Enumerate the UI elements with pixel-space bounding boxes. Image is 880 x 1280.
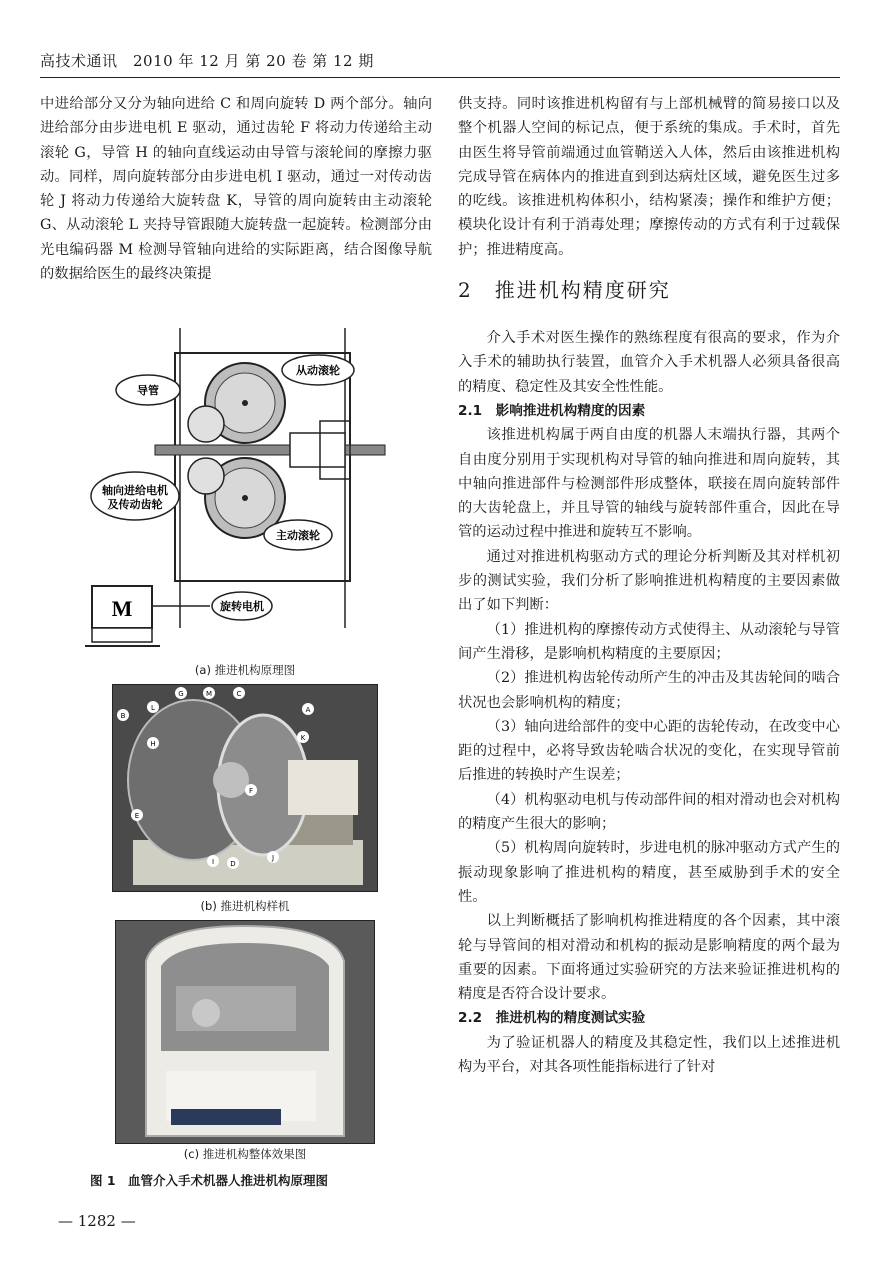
left-paragraph: 中进给部分又分为轴向进给 C 和周向旋转 D 两个部分。轴向进给部分由步进电机 E 驱动，通过齿轮 F 将动力传递给主动滚轮 G，导管 H 的轴向直线运动由导管与滚轮间的摩擦力驱动。同样，周向旋转部分由步进电机 I 驱动，通过一对传动齿轮 J 将动力传递给大旋转盘 K，导管的周向旋转由主动滚轮 G、从动滚轮 L 夹持导管跟随大旋转盘一起旋转。检测部分由光电编码器 M 检测导管轴向进给的实际距离，结合图像导航的数据给医生的最终决策提 <box>40 96 432 283</box>
section-intro: 介入手术对医生操作的熟练程度有很高的要求，作为介入手术的辅助执行装置，血管介入手术机器人必须具备很高的精度、稳定性及其安全性性能。 <box>458 330 840 395</box>
label-driven-roller: 从动滚轮 <box>296 364 340 377</box>
header-rule <box>40 77 840 78</box>
marker-h: H <box>150 740 156 748</box>
label-catheter: 导管 <box>137 384 159 397</box>
marker-g: G <box>178 690 184 698</box>
caption-c: (c) 推进机构整体效果图 <box>183 1147 307 1161</box>
figure-caption: 图 1 血管介入手术机器人推进机构原理图 <box>90 1173 329 1188</box>
factor-item: （4）机构驱动电机与传动部件间的相对滑动也会对机构的精度产生很大的影响； <box>458 791 840 833</box>
subsection-2-1-p3: 以上判断概括了影响机构推进精度的各个因素，其中滚轮与导管间的相对滑动和机构的振动是影响精度的两个最为重要的因素。下面将通过实验研究的方法来验证推进机构的精度是否符合设计要求。 <box>458 913 840 1003</box>
caption-a: (a) 推进机构原理图 <box>194 663 296 677</box>
factor-item: （1）推进机构的摩擦传动方式使得主、从动滚轮与导管间产生滑移，是影响机构精度的主要原因； <box>458 621 840 662</box>
encoder-block <box>290 433 345 467</box>
product-photo <box>115 920 375 1144</box>
factor-item: （2）推进机构齿轮传动所产生的冲击及其齿轮间的啮合状况也会影响机构的精度； <box>458 670 840 711</box>
marker-i: I <box>211 858 215 866</box>
product-illustration <box>116 921 374 1143</box>
right-column <box>458 92 840 1079</box>
label-axial-motor: 轴向进给电机 <box>102 484 168 497</box>
intro-paragraph: 供支持。同时该推进机构留有与上部机械臂的简易接口以及整个机器人空间的标记点，便于系统的集成。手术时，首先由医生将导管前端通过血管鞘送入人体，然后由该推进机构完成导管在病体内的推进直到到达病灶区域，避免医生过多的吃线。该推进机构体积小，结构紧凑；操作和维护方便；模块化设计有利于消毒处理；摩擦传动的方式有利于过载保护；推进精度高。 <box>458 96 840 258</box>
driven-roller-axle <box>242 400 248 406</box>
schematic-diagram <box>80 328 410 663</box>
left-column <box>40 92 432 286</box>
factor-item: （3）轴向进给部件的变中心距的齿轮传动，在改变中心距的过程中，必将导致齿轮啮合状况的变化，在实现导管前后推进的转换时产生误差； <box>458 718 840 784</box>
marker-f: F <box>248 787 254 795</box>
marker-m: M <box>205 690 213 698</box>
driving-roller-axle <box>242 495 248 501</box>
caption-b: (b) 推进机构样机 <box>200 899 290 913</box>
section-title: 2 推进机构精度研究 <box>458 278 671 303</box>
prototype-illustration <box>113 685 377 891</box>
marker-e: E <box>134 812 140 820</box>
subsection-2-2-p1: 为了验证机器人的精度及其稳定性，我们以上述推进机构为平台，对其各项性能指标进行了针对 <box>458 1034 840 1075</box>
marker-c: C <box>236 690 242 698</box>
label-axial-gear: 及传动齿轮 <box>107 498 163 511</box>
running-header: 高技术通讯 2010 年 12 月 第 20 卷 第 12 期 <box>40 52 374 70</box>
subsection-2-1-p1: 该推进机构属于两自由度的机器人末端执行器，其两个自由度分别用于实现机构对导管的轴向推进和周向旋转，其中轴向推进部件与检测部件形成整体，联接在周向旋转部件的大齿轮盘上，并且导管的轴线与旋转部件重合，因此在导管的运动过程中推进和旋转互不影响。 <box>458 427 840 541</box>
factor-item: （5）机构周向旋转时，步进电机的脉冲驱动方式产生的振动现象影响了推进机构的精度，甚至威胁到手术的安全性。 <box>458 840 840 905</box>
subsection-2-1-p2: 通过对推进机构驱动方式的理论分析判断及其对样机初步的测试实验，我们分析了影响推进机构精度的主要因素做出了如下判断： <box>458 548 840 614</box>
page-number: — 1282 — <box>58 1212 136 1230</box>
label-encoder-m: M <box>111 596 133 621</box>
marker-a: A <box>305 706 311 714</box>
label-driving-roller: 主动滚轮 <box>276 529 320 542</box>
marker-l: L <box>151 704 155 712</box>
label-rotary-motor: 旋转电机 <box>220 600 264 613</box>
marker-d: D <box>230 860 236 868</box>
marker-k: K <box>300 734 306 742</box>
prototype-photo <box>112 684 378 892</box>
motor-base <box>92 628 152 642</box>
marker-j: J <box>271 854 275 862</box>
small-gear-bottom <box>188 458 224 494</box>
subsection-2-2-title: 2.2 推进机构的精度测试实验 <box>458 1010 646 1027</box>
marker-b: B <box>120 712 126 720</box>
subsection-2-1-title: 2.1 影响推进机构精度的因素 <box>458 402 646 419</box>
small-gear-top <box>188 406 224 442</box>
